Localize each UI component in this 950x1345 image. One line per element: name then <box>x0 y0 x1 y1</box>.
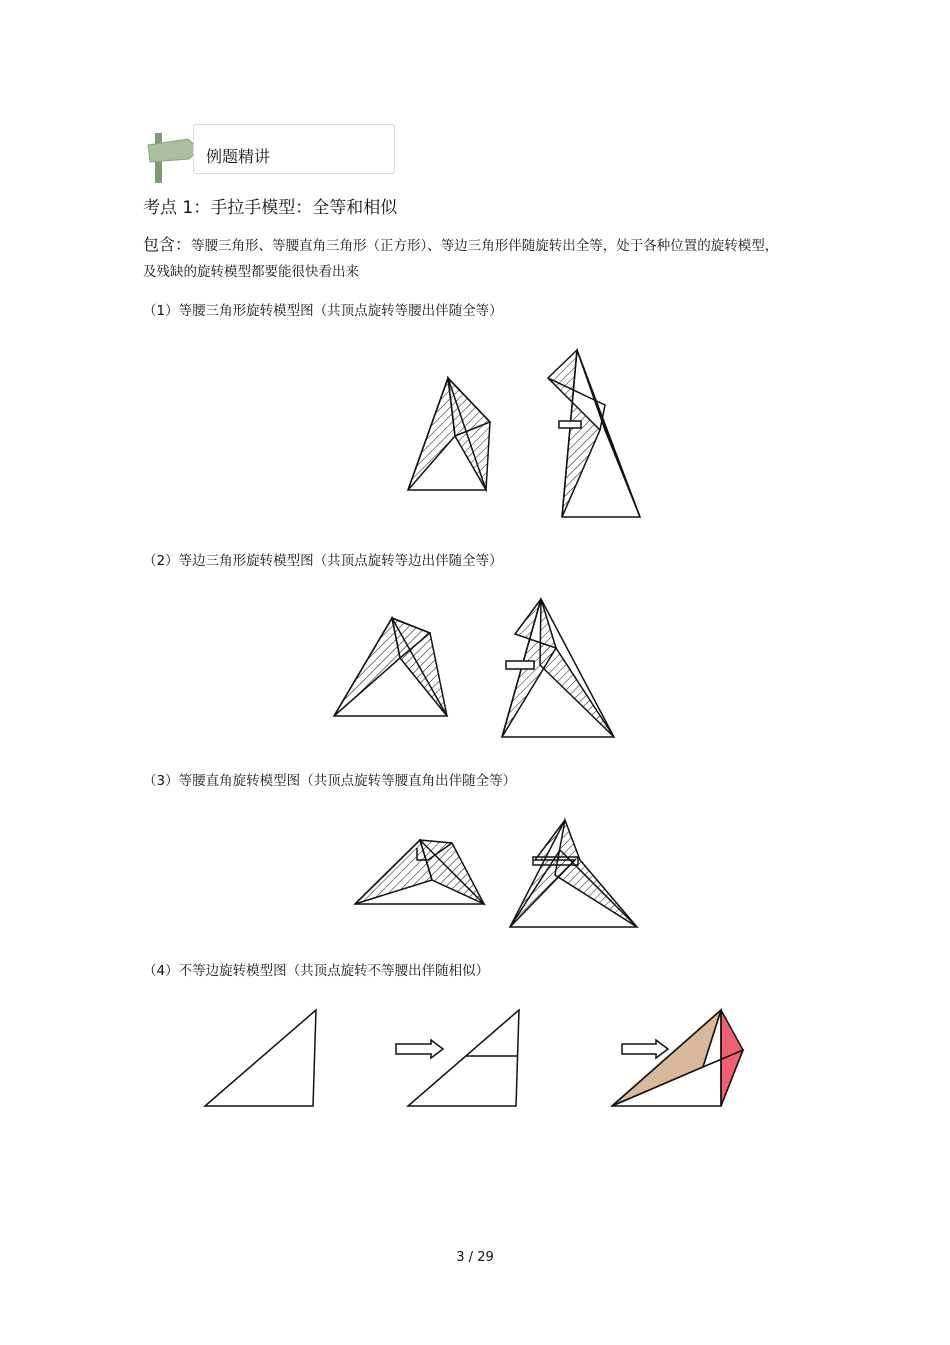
figure-2b <box>502 599 614 737</box>
header-title: 例题精讲 <box>206 147 271 166</box>
caption-4: （4）不等边旋转模型图（共顶点旋转不等腰出伴随相似） <box>143 963 490 979</box>
figure-4a <box>205 1010 316 1106</box>
caption-2: （2）等边三角形旋转模型图（共顶点旋转等边出伴随全等） <box>143 553 503 569</box>
intro-lead: 包含： <box>143 235 192 254</box>
figure-1a <box>408 378 490 490</box>
figure-3b <box>510 820 637 927</box>
figure-4b <box>396 1010 519 1106</box>
caption-1: （1）等腰三角形旋转模型图（共顶点旋转等腰出伴随全等） <box>143 303 503 319</box>
intro-text: 等腰三角形、等腰直角三角形（正方形）、等边三角形伴随旋转出全等，处于各种位置的旋转模型，及残缺的旋转模型都要能很快看出来 <box>143 238 779 280</box>
section-title: 考点 1：手拉手模型：全等和相似 <box>143 198 398 218</box>
figure-1b <box>548 350 640 517</box>
figure-2a <box>334 618 447 716</box>
figure-4c <box>612 1010 743 1106</box>
caption-3: （3）等腰直角旋转模型图（共顶点旋转等腰直角出伴随全等） <box>143 773 517 789</box>
figure-3a <box>355 840 484 904</box>
page-number: 3 / 29 <box>456 1250 494 1265</box>
